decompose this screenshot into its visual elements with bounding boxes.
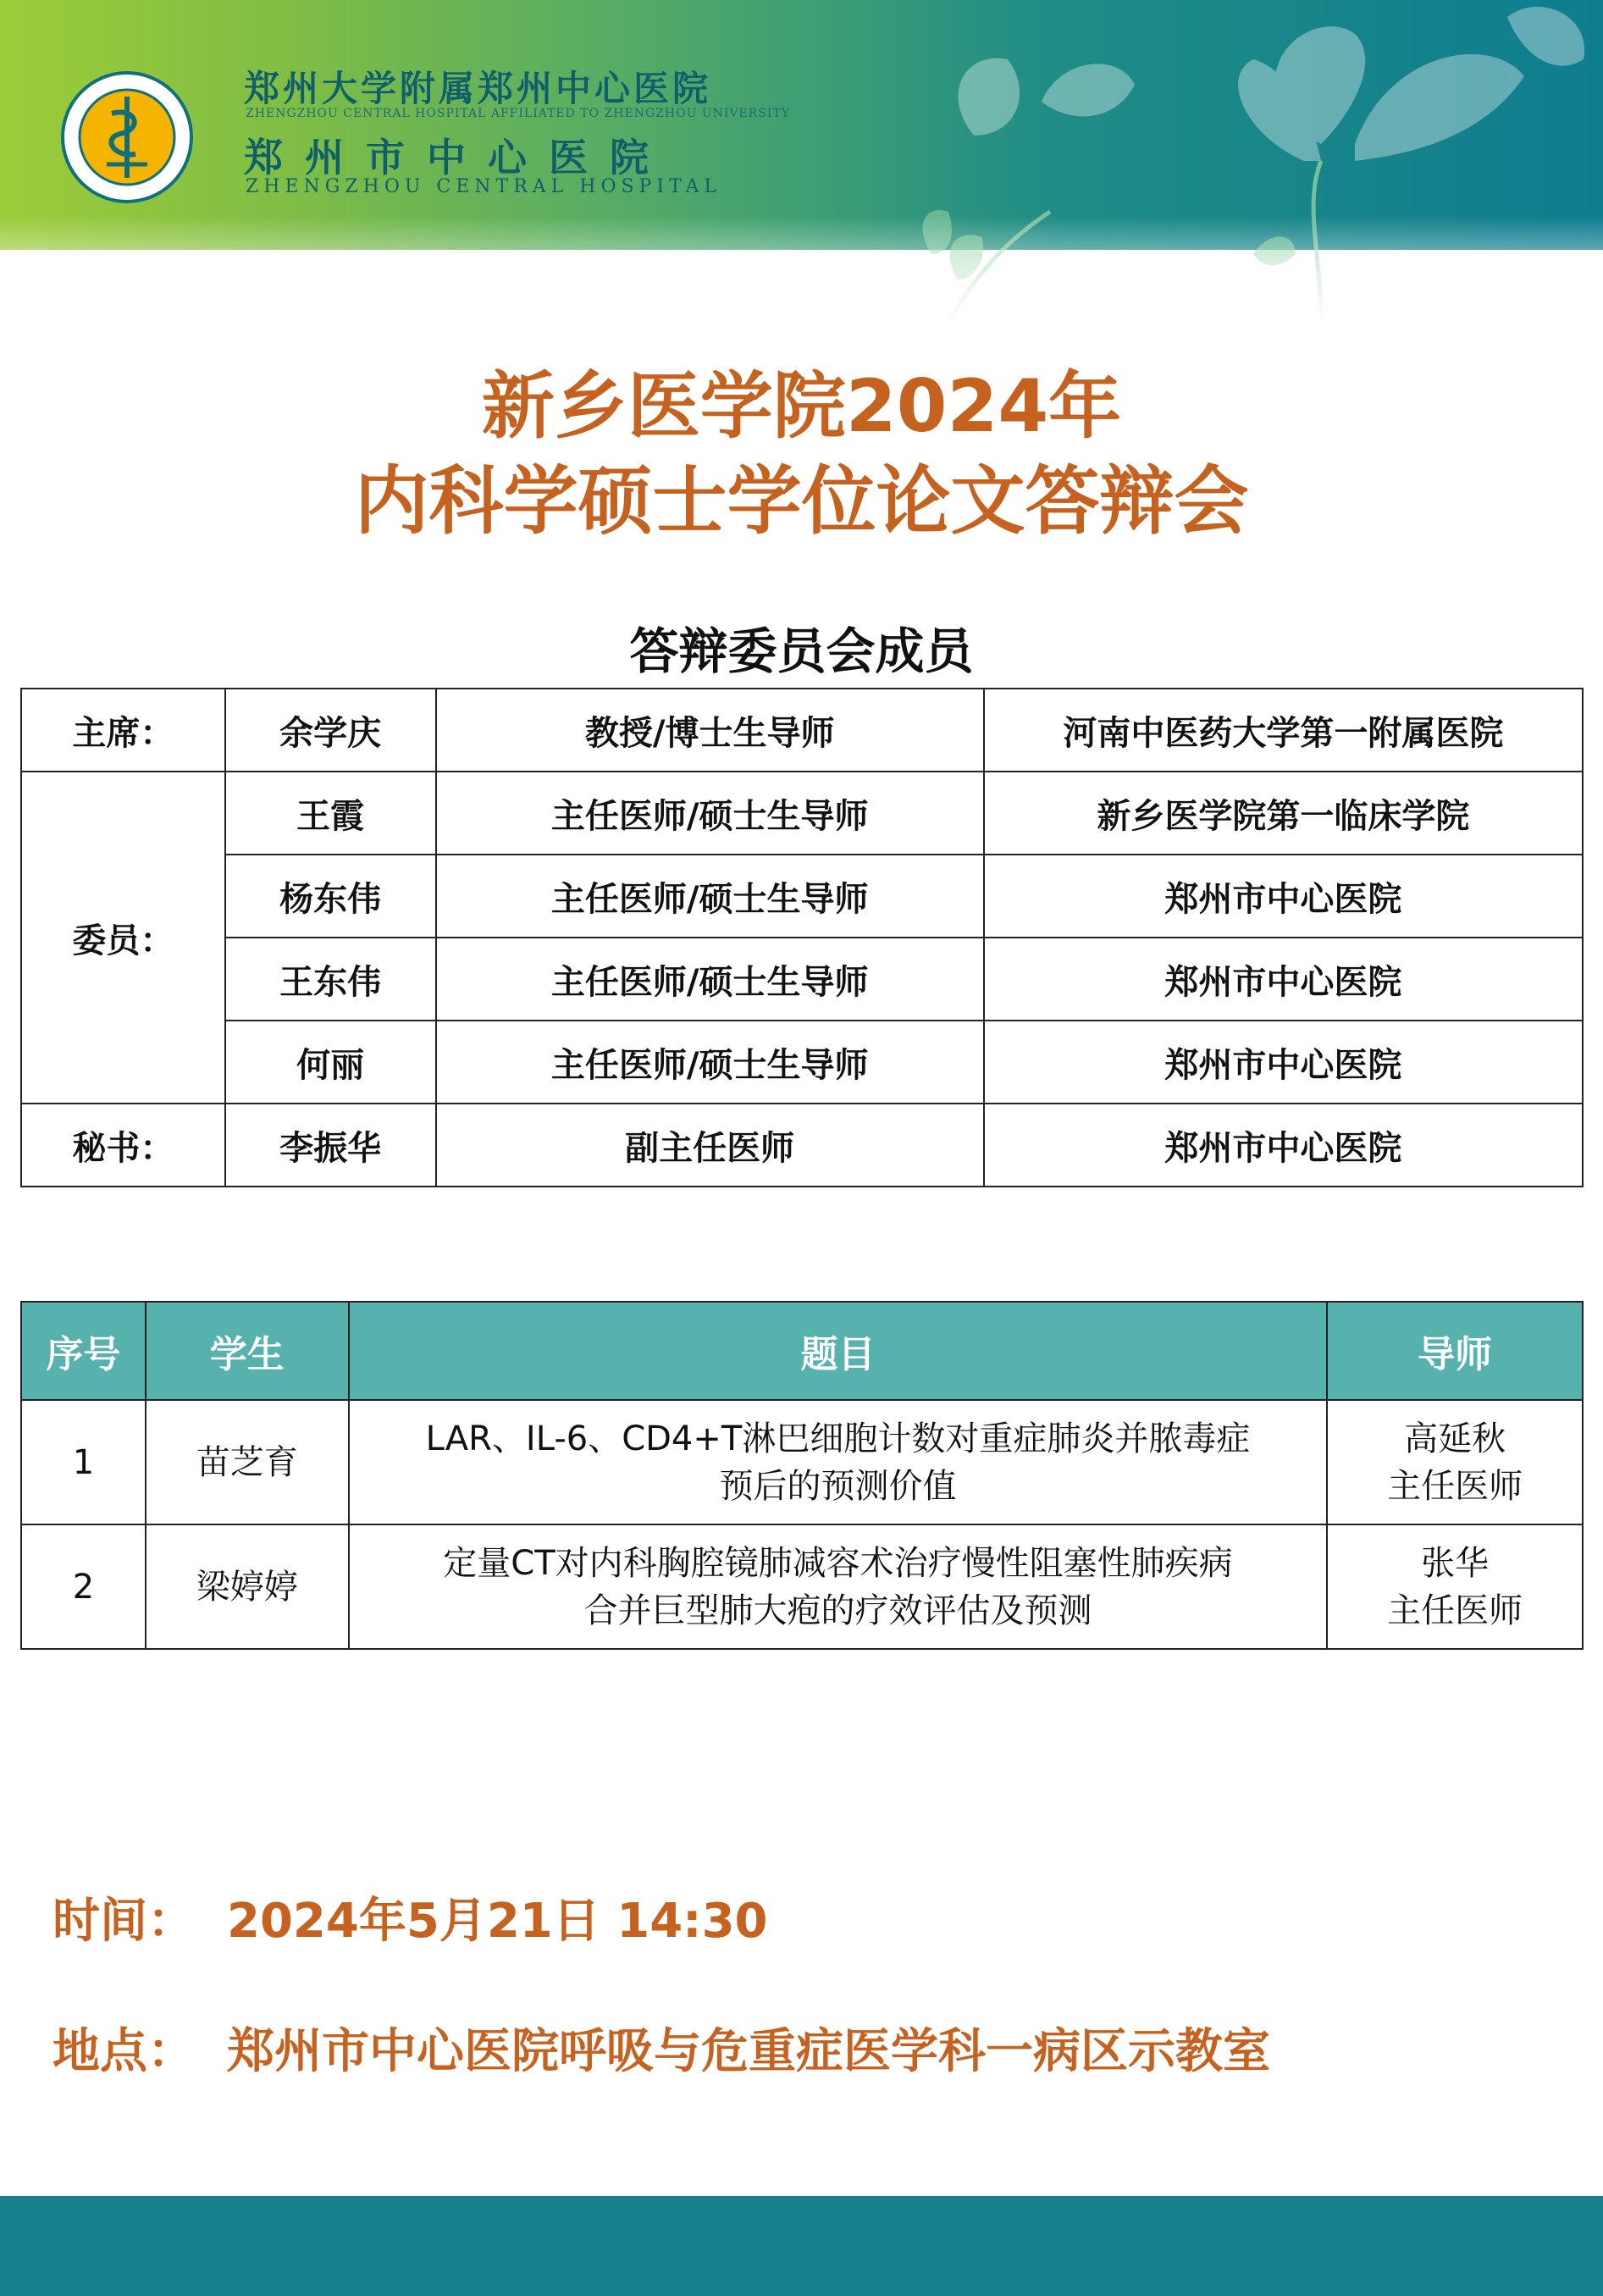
header-no: 序号 <box>21 1302 146 1400</box>
header-fade <box>0 216 1603 335</box>
hospital-affiliation-en: ZHENGZHOU CENTRAL HOSPITAL AFFILIATED TO ZHENGZHOU UNIVERSITY <box>246 107 790 120</box>
member-title: 主任医师/硕士生导师 <box>436 772 984 855</box>
page-title-line2: 内科学硕士学位论文答辩会 <box>354 457 1249 545</box>
member-name: 杨东伟 <box>225 855 436 938</box>
role-label: 秘书： <box>21 1104 225 1187</box>
table-row <box>21 1524 1583 1649</box>
member-title: 主任医师/硕士生导师 <box>436 1021 984 1104</box>
row-advisor <box>1327 1400 1583 1524</box>
header-advisor: 导师 <box>1327 1302 1583 1400</box>
place-label: 地点： <box>53 2024 195 2079</box>
event-time <box>53 1884 768 1951</box>
row-no: 2 <box>21 1524 146 1649</box>
member-name: 何丽 <box>225 1021 436 1104</box>
time-value: 2024年5月21日 14:30 <box>227 1894 768 1949</box>
row-topic <box>349 1524 1328 1649</box>
committee-heading: 答辩委员会成员 <box>629 622 974 680</box>
member-org: 新乡医学院第一临床学院 <box>984 772 1583 855</box>
committee-row-member <box>21 855 1583 938</box>
row-student: 苗芝育 <box>146 1400 349 1524</box>
role-label: 委员： <box>21 772 225 1104</box>
row-no: 1 <box>21 1400 146 1524</box>
member-org: 郑州市中心医院 <box>984 1104 1583 1187</box>
committee-row-member <box>21 1021 1583 1104</box>
member-org: 郑州市中心医院 <box>984 938 1583 1021</box>
row-advisor <box>1327 1524 1583 1649</box>
students-header-row <box>21 1302 1583 1400</box>
header-topic: 题目 <box>349 1302 1328 1400</box>
topic-line2: 预后的预测价值 <box>719 1466 957 1506</box>
row-topic <box>349 1400 1328 1524</box>
topic-line1: 定量CT对内科胸腔镜肺减容术治疗慢性阻塞性肺疾病 <box>443 1543 1233 1583</box>
advisor-title: 主任医师 <box>1387 1466 1523 1506</box>
topic-line2: 合并巨型肺大疱的疗效评估及预测 <box>583 1591 1092 1630</box>
member-name: 王东伟 <box>225 938 436 1021</box>
member-title: 教授/博士生导师 <box>436 689 984 772</box>
advisor-name: 张华 <box>1421 1543 1490 1583</box>
students-table <box>20 1301 1584 1650</box>
advisor-name: 高延秋 <box>1404 1419 1506 1458</box>
member-title: 主任医师/硕士生导师 <box>436 938 984 1021</box>
committee-row-chair <box>21 689 1583 772</box>
committee-row-secretary <box>21 1104 1583 1187</box>
table-row <box>21 1400 1583 1524</box>
place-value: 郑州市中心医院呼吸与危重症医学科一病区示教室 <box>227 2024 1270 2079</box>
member-org: 郑州市中心医院 <box>984 855 1583 938</box>
page-title-line1: 新乡医学院2024年 <box>481 364 1122 449</box>
member-name: 余学庆 <box>225 689 436 772</box>
role-label: 主席： <box>21 689 225 772</box>
member-org: 河南中医药大学第一附属医院 <box>984 689 1583 772</box>
committee-table <box>20 688 1584 1187</box>
advisor-title: 主任医师 <box>1387 1591 1523 1630</box>
header-student: 学生 <box>146 1302 349 1400</box>
topic-line1: LAR、IL-6、CD4+T淋巴细胞计数对重症肺炎并脓毒症 <box>425 1419 1251 1458</box>
member-name: 李振华 <box>225 1104 436 1187</box>
member-name: 王霞 <box>225 772 436 855</box>
hospital-name-en: ZHENGZHOU CENTRAL HOSPITAL <box>246 176 722 197</box>
row-student: 梁婷婷 <box>146 1524 349 1649</box>
member-title: 副主任医师 <box>436 1104 984 1187</box>
member-title: 主任医师/硕士生导师 <box>436 855 984 938</box>
member-org: 郑州市中心医院 <box>984 1021 1583 1104</box>
footer-band <box>0 2196 1603 2296</box>
hospital-logo <box>59 69 195 205</box>
committee-row-member <box>21 938 1583 1021</box>
event-place <box>53 2014 1270 2082</box>
hospital-affiliation-cn: 郑州大学附属郑州中心医院 <box>244 68 712 109</box>
committee-row-member <box>21 772 1583 855</box>
time-label: 时间： <box>53 1894 195 1949</box>
hospital-name-cn: 郑州市中心医院 <box>244 135 671 180</box>
